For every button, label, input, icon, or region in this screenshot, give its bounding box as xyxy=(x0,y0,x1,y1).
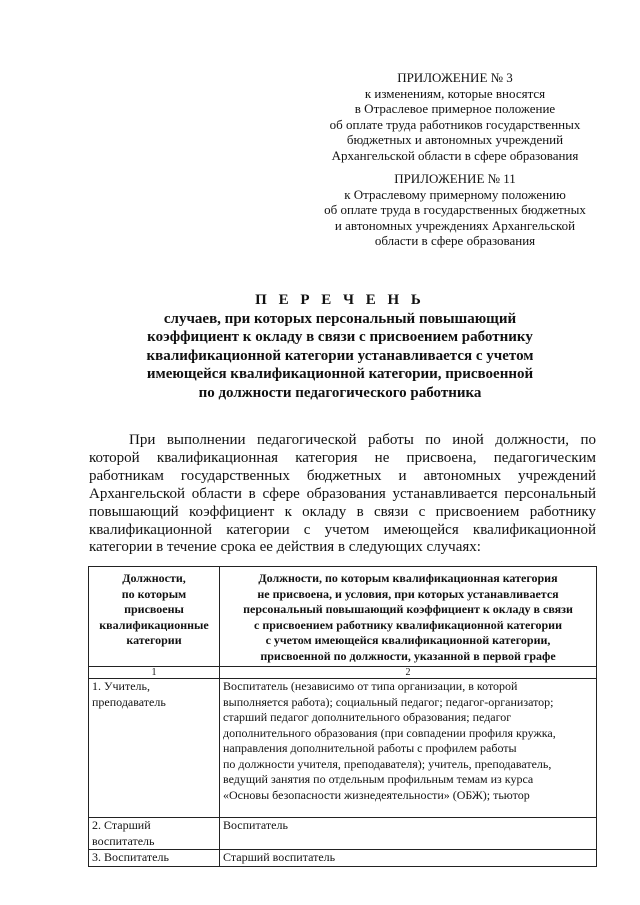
conditions-cell: Воспитатель xyxy=(220,818,597,850)
appendix-3-line: бюджетных и автономных учреждений xyxy=(346,132,564,148)
title-line: по должности педагогического работника xyxy=(198,384,482,401)
column-number-row xyxy=(89,667,597,679)
conditions-cell: Старший воспитатель xyxy=(220,850,597,867)
title-line: имеющейся квалификационной категории, присвоенной xyxy=(146,366,534,383)
appendix-11-line: области в сфере образования xyxy=(374,233,536,249)
conditions-cell: Воспитатель (независимо от типа организации, в которой выполняется работа); социальный педагог; педагог-организатор; старший педагог дополнительного образования; педагог дополнительного образования (при совпадении профиля кружка, направления дополнительной работы с профилем работы по должности учителя, преподавателя); учитель, преподаватель, ведущий занятия по отдельным профильным темам из курса «Основы безопасности жизнедеятельности» (ОБЖ); тьютор xyxy=(220,679,597,818)
appendix-11-line: ПРИЛОЖЕНИЕ № 11 xyxy=(394,171,516,186)
appendix-3-line: в Отраслевое примерное положение xyxy=(354,101,556,117)
column-number: 2 xyxy=(220,667,597,679)
table-row xyxy=(89,818,597,850)
document-title xyxy=(100,291,580,403)
title-line: случаев, при которых персональный повышающий xyxy=(163,310,517,327)
header-cell-positions-conditions: Должности, по которым квалификационная категория не присвоена, и условия, при которых устанавливается персональный повышающий коэффициент к окладу в связи с присвоением работнику квалификационной категории с учетом имеющейся квалификационной категории, присвоенной по должности, указанной в первой графе xyxy=(220,567,597,667)
position-cell: 3. Воспитатель xyxy=(89,850,220,867)
appendix-3-line: об оплате труда работников государственных xyxy=(329,116,581,132)
title-word: П Е Р Е Ч Е Н Ь xyxy=(255,292,425,308)
appendix-11-header xyxy=(310,171,600,249)
appendix-11-line: к Отраслевому примерному положению xyxy=(344,186,566,202)
appendix-3-line: Архангельской области в сфере образования xyxy=(331,147,579,163)
position-cell: 1. Учитель, преподаватель xyxy=(89,679,220,818)
column-number: 1 xyxy=(89,667,220,679)
appendix-3-line: ПРИЛОЖЕНИЕ № 3 xyxy=(397,70,513,85)
appendix-3-line: к изменениям, которые вносятся xyxy=(364,85,546,101)
header-cell-positions-assigned: Должности, по которым присвоены квалификационные категории xyxy=(89,567,220,667)
position-cell: 2. Старший воспитатель xyxy=(89,818,220,850)
title-line: квалификационной категории устанавливается с учетом xyxy=(146,347,534,364)
table-row xyxy=(89,679,597,818)
table-header-row xyxy=(89,567,597,667)
intro-paragraph: При выполнении педагогической работы по иной должности, по которой квалификационная категория не присвоена, педагогическим работникам государственных бюджетных и автономных учреждений Архангельской области в сфере образования устанавливается персональный повышающий коэффициент к окладу в связи с присвоением работнику квалификационной категории с учетом имеющейся квалификационной категории в течение срока ее действия в следующих случаях: xyxy=(89,432,596,556)
appendix-3-header xyxy=(310,70,600,164)
table-row xyxy=(89,850,597,867)
appendix-11-line: об оплате труда в государственных бюджетных xyxy=(324,202,586,218)
title-line: коэффициент к окладу в связи с присвоением работнику xyxy=(147,329,533,346)
cases-table xyxy=(88,566,597,867)
appendix-11-line: и автономных учреждениях Архангельской xyxy=(334,217,576,233)
